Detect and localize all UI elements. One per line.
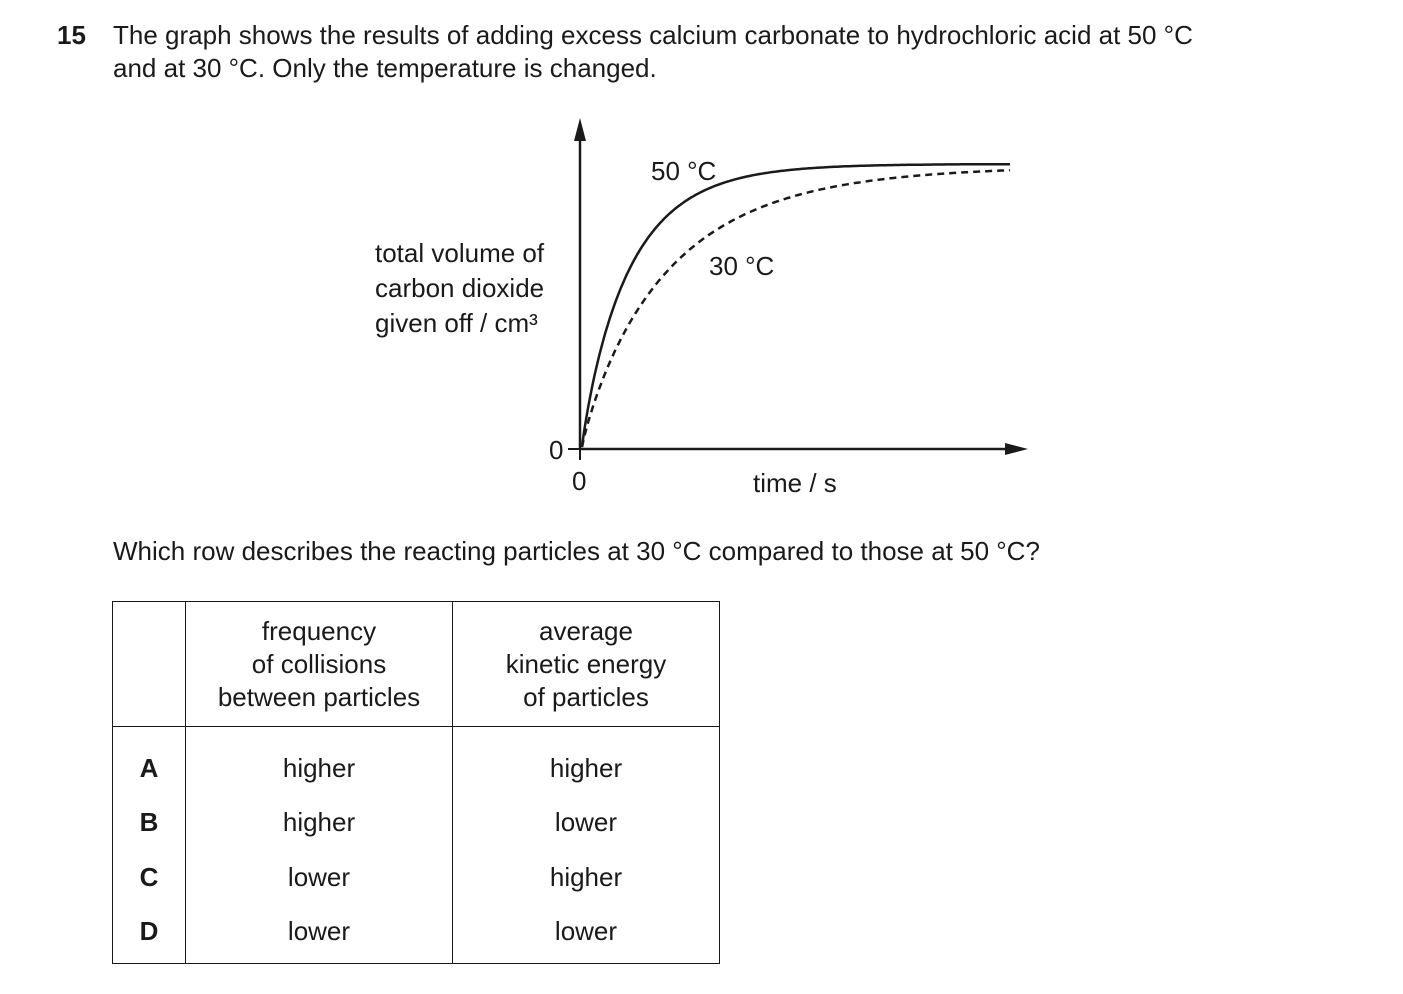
table-row[interactable] [113, 850, 720, 905]
y-axis-label [375, 238, 551, 338]
header-frequency-line-2: of collisions [251, 648, 387, 679]
header-frequency [186, 602, 453, 727]
series-line-50c [582, 164, 1010, 447]
y-axis-label-line-3: given off / cm³ [375, 308, 538, 338]
header-frequency-line-3: between particles [217, 681, 421, 712]
option-letter: C [113, 850, 186, 905]
option-letter: A [113, 727, 186, 796]
series-line-30c [582, 170, 1010, 447]
question-text-line-1: The graph shows the results of adding excess calcium carbonate to hydrochloric acid at 50 °C [113, 20, 1193, 50]
option-frequency: higher [186, 796, 453, 851]
y-axis-arrow-icon [574, 118, 586, 141]
question-number: 15 [57, 20, 86, 50]
y-axis-label-line-1: total volume of [375, 238, 545, 268]
option-frequency: higher [186, 727, 453, 796]
option-frequency: lower [186, 850, 453, 905]
question-prompt: Which row describes the reacting particles at 30 °C compared to those at 50 °C? [113, 536, 1040, 566]
header-kinetic-energy [453, 602, 720, 727]
option-letter: D [113, 905, 186, 964]
option-energy: higher [453, 850, 720, 905]
header-energy-line-2: kinetic energy [505, 648, 667, 679]
option-energy: lower [453, 905, 720, 964]
option-frequency: lower [186, 905, 453, 964]
table-row[interactable] [113, 796, 720, 851]
header-letter-cell [113, 602, 186, 727]
header-energy-line-1: average [539, 615, 633, 646]
x-origin-label: 0 [572, 466, 587, 496]
x-axis-arrow-icon [1005, 443, 1028, 455]
table-row[interactable] [113, 727, 720, 796]
table-header-row [113, 602, 720, 727]
series-label-50c: 50 °C [651, 156, 717, 186]
header-energy-line-3: of particles [523, 681, 649, 712]
y-axis-label-line-2: carbon dioxide [375, 273, 545, 303]
header-frequency-line-1: frequency [261, 615, 377, 646]
table-row[interactable] [113, 905, 720, 964]
option-letter: B [113, 796, 186, 851]
y-origin-label: 0 [549, 435, 564, 465]
question-text-line-2: and at 30 °C. Only the temperature is changed. [113, 53, 657, 83]
option-energy: higher [453, 727, 720, 796]
x-axis-label: time / s [753, 468, 837, 498]
series-label-30c: 30 °C [709, 251, 775, 281]
option-energy: lower [453, 796, 720, 851]
answer-table [112, 601, 720, 964]
